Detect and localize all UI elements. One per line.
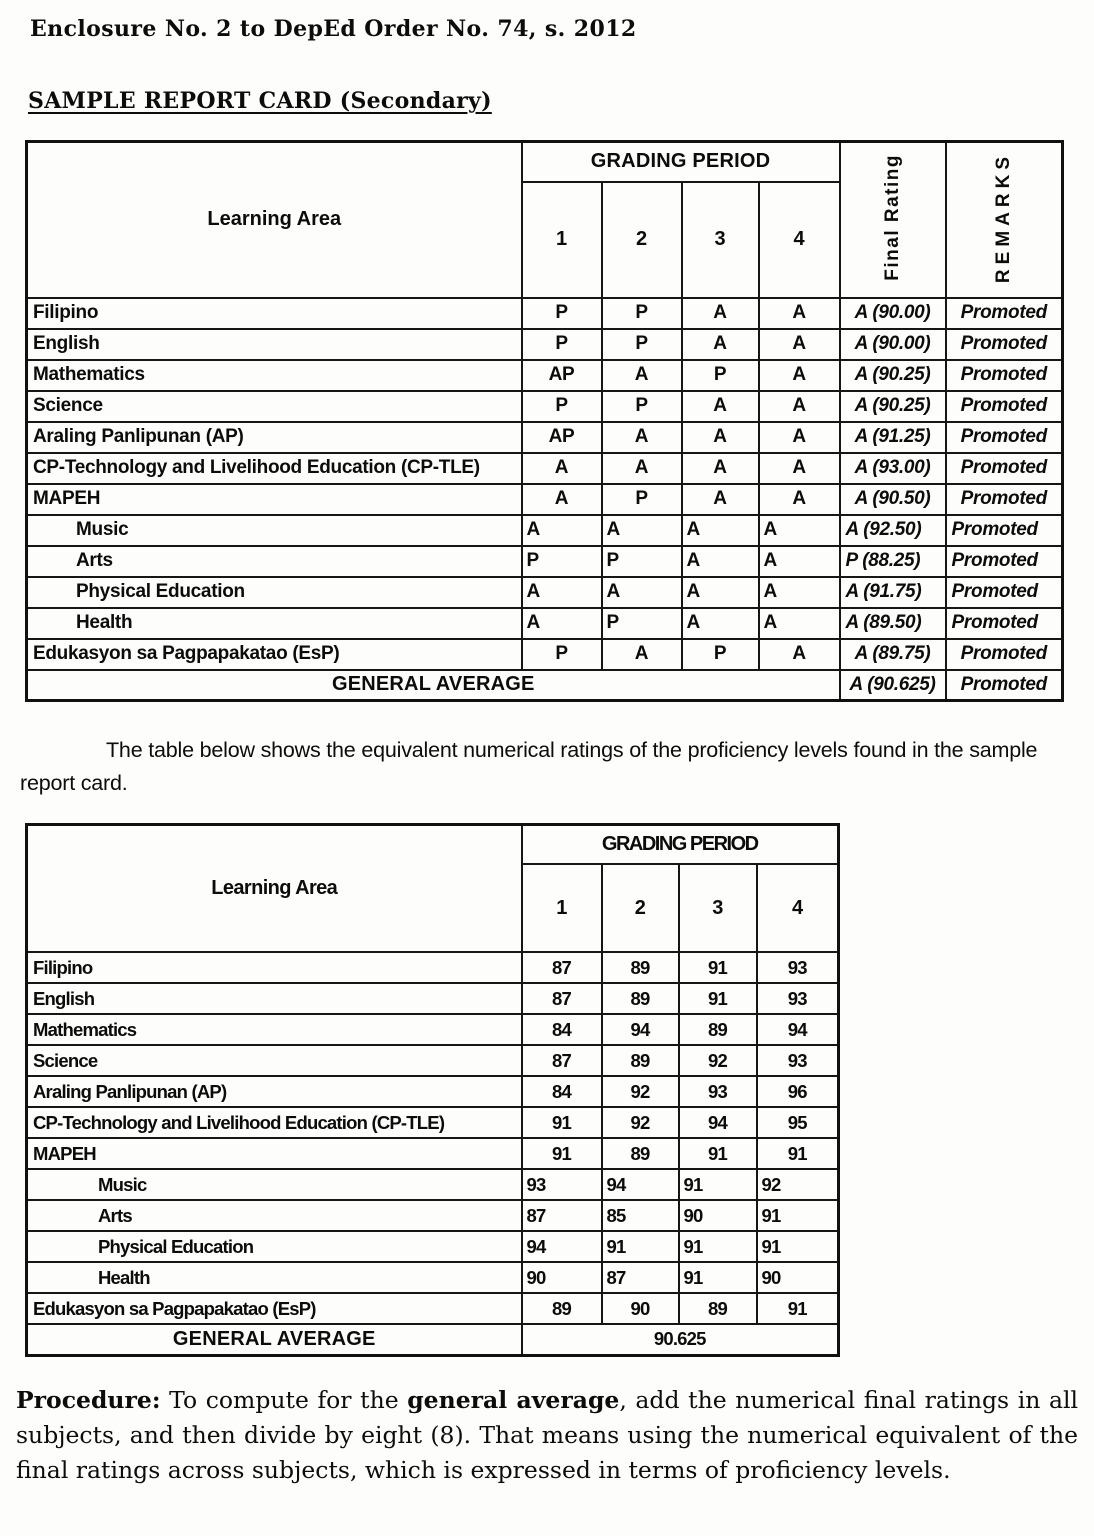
final-rating-cell: A (91.25) [840, 422, 946, 453]
learning-area-row [27, 329, 1063, 360]
period-2-value-cell: 90 [602, 1293, 679, 1324]
period-4-value-cell: 93 [757, 1045, 839, 1076]
remarks-header [946, 142, 1063, 298]
procedure-paragraph [16, 1383, 1078, 1489]
procedure-segment: general average [407, 1385, 620, 1414]
period-1-value-cell: A [522, 577, 602, 608]
period-1-value-cell: A [522, 453, 602, 484]
procedure-segment: To compute for the [160, 1385, 408, 1414]
final-rating-cell: A (90.00) [840, 329, 946, 360]
final-rating-cell: P (88.25) [840, 546, 946, 577]
period-2-header: 2 [602, 182, 682, 298]
period-2-value-cell: P [602, 391, 682, 422]
period-1-header: 1 [522, 182, 602, 298]
learning-area-row [27, 1293, 839, 1324]
numerical-ratings-table [25, 823, 840, 1357]
numerical-period-4-header: 4 [757, 864, 839, 952]
general-average-remarks-cell: Promoted [946, 670, 1063, 701]
remarks-cell: Promoted [946, 608, 1063, 639]
period-3-header: 3 [682, 182, 759, 298]
learning-area-cell: Edukasyon sa Pagpapakatao (EsP) [27, 639, 522, 670]
final-rating-cell: A (91.75) [840, 577, 946, 608]
period-4-value-cell: 91 [757, 1200, 839, 1231]
remarks-cell: Promoted [946, 360, 1063, 391]
learning-area-cell: CP-Technology and Livelihood Education (CP-TLE) [27, 1107, 522, 1138]
period-2-value-cell: P [602, 484, 682, 515]
period-3-value-cell: A [682, 391, 759, 422]
period-2-value-cell: P [602, 546, 682, 577]
remarks-cell: Promoted [946, 329, 1063, 360]
numerical-learning-area-header: Learning Area [27, 824, 522, 952]
learning-area-row [27, 360, 1063, 391]
grading-period-header: GRADING PERIOD [522, 142, 840, 182]
period-1-value-cell: A [522, 608, 602, 639]
period-3-value-cell: A [682, 329, 759, 360]
learning-area-cell: Science [27, 391, 522, 422]
learning-area-row [27, 391, 1063, 422]
final-rating-header [840, 142, 946, 298]
numerical-period-1-header: 1 [522, 864, 602, 952]
period-2-value-cell: P [602, 329, 682, 360]
learning-area-cell: Arts [27, 1200, 522, 1231]
learning-area-row [27, 1231, 839, 1262]
period-3-value-cell: 91 [679, 1169, 757, 1200]
learning-area-row [27, 1045, 839, 1076]
period-4-value-cell: A [759, 298, 840, 329]
report-card-table [25, 140, 1064, 702]
period-4-value-cell: 95 [757, 1107, 839, 1138]
final-rating-cell: A (93.00) [840, 453, 946, 484]
period-2-value-cell: 89 [602, 1138, 679, 1169]
period-1-value-cell: P [522, 546, 602, 577]
learning-area-cell: MAPEH [27, 484, 522, 515]
period-4-header: 4 [759, 182, 840, 298]
period-2-value-cell: P [602, 608, 682, 639]
numerical-period-3-header: 3 [679, 864, 757, 952]
period-3-value-cell: A [682, 546, 759, 577]
period-1-value-cell: A [522, 484, 602, 515]
learning-area-cell: Filipino [27, 952, 522, 983]
remarks-header-label: REMARKS [993, 151, 1015, 283]
period-4-value-cell: A [759, 546, 840, 577]
period-2-value-cell: A [602, 639, 682, 670]
learning-area-row [27, 952, 839, 983]
period-2-value-cell: P [602, 298, 682, 329]
period-3-value-cell: P [682, 639, 759, 670]
period-4-value-cell: 93 [757, 952, 839, 983]
final-rating-cell: A (89.50) [840, 608, 946, 639]
period-4-value-cell: 91 [757, 1138, 839, 1169]
period-4-value-cell: A [759, 639, 840, 670]
period-4-value-cell: A [759, 608, 840, 639]
period-3-value-cell: 89 [679, 1014, 757, 1045]
period-2-value-cell: A [602, 515, 682, 546]
period-2-value-cell: A [602, 422, 682, 453]
period-3-value-cell: A [682, 484, 759, 515]
final-rating-cell: A (90.25) [840, 360, 946, 391]
period-3-value-cell: A [682, 577, 759, 608]
learning-area-row [27, 1169, 839, 1200]
period-2-value-cell: 92 [602, 1107, 679, 1138]
numerical-general-average-value-cell: 90.625 [522, 1324, 839, 1355]
enclosure-line: Enclosure No. 2 to DepEd Order No. 74, s. 2012 [30, 16, 637, 42]
period-2-value-cell: A [602, 360, 682, 391]
learning-area-row [27, 608, 1063, 639]
learning-area-cell: Music [27, 1169, 522, 1200]
period-1-value-cell: 87 [522, 952, 602, 983]
document-title: SAMPLE REPORT CARD (Secondary) [28, 88, 492, 114]
learning-area-row [27, 639, 1063, 670]
learning-area-cell: Arts [27, 546, 522, 577]
period-2-value-cell: 87 [602, 1262, 679, 1293]
period-2-value-cell: 92 [602, 1076, 679, 1107]
final-rating-cell: A (89.75) [840, 639, 946, 670]
period-1-value-cell: P [522, 298, 602, 329]
period-1-value-cell: 91 [522, 1107, 602, 1138]
numerical-period-2-header: 2 [602, 864, 679, 952]
period-1-value-cell: 93 [522, 1169, 602, 1200]
period-4-value-cell: A [759, 484, 840, 515]
remarks-cell: Promoted [946, 298, 1063, 329]
period-4-value-cell: 96 [757, 1076, 839, 1107]
period-4-value-cell: 90 [757, 1262, 839, 1293]
learning-area-row [27, 422, 1063, 453]
learning-area-cell: Physical Education [27, 1231, 522, 1262]
learning-area-cell: Araling Panlipunan (AP) [27, 422, 522, 453]
period-4-value-cell: 94 [757, 1014, 839, 1045]
period-1-value-cell: P [522, 639, 602, 670]
period-1-value-cell: P [522, 391, 602, 422]
numerical-general-average-row [27, 1324, 839, 1355]
period-4-value-cell: 93 [757, 983, 839, 1014]
period-3-value-cell: 94 [679, 1107, 757, 1138]
learning-area-cell: Mathematics [27, 1014, 522, 1045]
learning-area-cell: Health [27, 608, 522, 639]
period-1-value-cell: P [522, 329, 602, 360]
learning-area-row [27, 1107, 839, 1138]
period-1-value-cell: A [522, 515, 602, 546]
period-4-value-cell: 91 [757, 1293, 839, 1324]
learning-area-row [27, 484, 1063, 515]
period-1-value-cell: AP [522, 422, 602, 453]
general-average-row [27, 670, 1063, 701]
learning-area-cell: Edukasyon sa Pagpapakatao (EsP) [27, 1293, 522, 1324]
learning-area-cell: Filipino [27, 298, 522, 329]
period-4-value-cell: A [759, 360, 840, 391]
period-1-value-cell: 91 [522, 1138, 602, 1169]
period-2-value-cell: A [602, 577, 682, 608]
period-1-value-cell: 87 [522, 1045, 602, 1076]
final-rating-header-label: Final Rating [882, 153, 904, 281]
period-3-value-cell: A [682, 298, 759, 329]
remarks-cell: Promoted [946, 422, 1063, 453]
period-4-value-cell: 92 [757, 1169, 839, 1200]
period-3-value-cell: 91 [679, 952, 757, 983]
period-2-value-cell: 94 [602, 1014, 679, 1045]
remarks-cell: Promoted [946, 639, 1063, 670]
period-2-value-cell: 85 [602, 1200, 679, 1231]
period-1-value-cell: 84 [522, 1076, 602, 1107]
learning-area-header: Learning Area [27, 142, 522, 298]
period-3-value-cell: 89 [679, 1293, 757, 1324]
period-2-value-cell: 94 [602, 1169, 679, 1200]
procedure-segment: , add the numerical final ratings in all subjects, and then divide by eight (8). That means using the numerical equivalent of the final ratings across subjects, which is expressed in terms of proficiency levels. [16, 1385, 1078, 1485]
period-1-value-cell: 84 [522, 1014, 602, 1045]
learning-area-row [27, 1262, 839, 1293]
learning-area-row [27, 546, 1063, 577]
period-4-value-cell: A [759, 515, 840, 546]
period-3-value-cell: P [682, 360, 759, 391]
learning-area-row [27, 1076, 839, 1107]
numerical-header-row-1 [27, 824, 839, 864]
general-average-label: GENERAL AVERAGE [27, 670, 840, 701]
learning-area-cell: English [27, 329, 522, 360]
period-1-value-cell: 89 [522, 1293, 602, 1324]
remarks-cell: Promoted [946, 453, 1063, 484]
period-3-value-cell: A [682, 422, 759, 453]
learning-area-cell: MAPEH [27, 1138, 522, 1169]
learning-area-row [27, 1014, 839, 1045]
learning-area-row [27, 1200, 839, 1231]
period-2-value-cell: A [602, 453, 682, 484]
period-3-value-cell: A [682, 515, 759, 546]
final-rating-cell: A (92.50) [840, 515, 946, 546]
remarks-cell: Promoted [946, 546, 1063, 577]
learning-area-row [27, 298, 1063, 329]
learning-area-cell: Physical Education [27, 577, 522, 608]
period-3-value-cell: A [682, 608, 759, 639]
final-rating-cell: A (90.25) [840, 391, 946, 422]
report-card-body [27, 298, 1063, 701]
remarks-cell: Promoted [946, 391, 1063, 422]
learning-area-cell: Health [27, 1262, 522, 1293]
period-3-value-cell: 91 [679, 1138, 757, 1169]
final-rating-cell: A (90.00) [840, 298, 946, 329]
period-4-value-cell: 91 [757, 1231, 839, 1262]
report-card-header-row-1 [27, 142, 1063, 182]
period-3-value-cell: 91 [679, 1262, 757, 1293]
period-4-value-cell: A [759, 577, 840, 608]
learning-area-cell: English [27, 983, 522, 1014]
learning-area-cell: Mathematics [27, 360, 522, 391]
final-rating-cell: A (90.50) [840, 484, 946, 515]
learning-area-row [27, 1138, 839, 1169]
period-1-value-cell: AP [522, 360, 602, 391]
procedure-segment: Procedure: [16, 1385, 161, 1414]
period-1-value-cell: 87 [522, 983, 602, 1014]
learning-area-cell: Music [27, 515, 522, 546]
period-2-value-cell: 89 [602, 1045, 679, 1076]
numerical-general-average-label: GENERAL AVERAGE [27, 1324, 522, 1355]
intro-paragraph: The table below shows the equivalent numerical ratings of the proficiency levels found in the sample report card. [20, 738, 1038, 796]
period-3-value-cell: 93 [679, 1076, 757, 1107]
learning-area-row [27, 577, 1063, 608]
remarks-cell: Promoted [946, 484, 1063, 515]
period-4-value-cell: A [759, 453, 840, 484]
period-2-value-cell: 91 [602, 1231, 679, 1262]
learning-area-cell: Science [27, 1045, 522, 1076]
period-3-value-cell: 91 [679, 983, 757, 1014]
learning-area-row [27, 453, 1063, 484]
numerical-grading-period-header: GRADING PERIOD [522, 824, 839, 864]
period-3-value-cell: 90 [679, 1200, 757, 1231]
remarks-cell: Promoted [946, 577, 1063, 608]
period-1-value-cell: 94 [522, 1231, 602, 1262]
remarks-cell: Promoted [946, 515, 1063, 546]
period-1-value-cell: 90 [522, 1262, 602, 1293]
period-2-value-cell: 89 [602, 983, 679, 1014]
numerical-table-body [27, 952, 839, 1355]
period-2-value-cell: 89 [602, 952, 679, 983]
general-average-final-rating-cell: A (90.625) [840, 670, 946, 701]
learning-area-cell: Araling Panlipunan (AP) [27, 1076, 522, 1107]
learning-area-row [27, 983, 839, 1014]
period-4-value-cell: A [759, 391, 840, 422]
learning-area-row [27, 515, 1063, 546]
period-3-value-cell: 92 [679, 1045, 757, 1076]
period-4-value-cell: A [759, 422, 840, 453]
period-3-value-cell: 91 [679, 1231, 757, 1262]
period-3-value-cell: A [682, 453, 759, 484]
learning-area-cell: CP-Technology and Livelihood Education (CP-TLE) [27, 453, 522, 484]
period-1-value-cell: 87 [522, 1200, 602, 1231]
period-4-value-cell: A [759, 329, 840, 360]
